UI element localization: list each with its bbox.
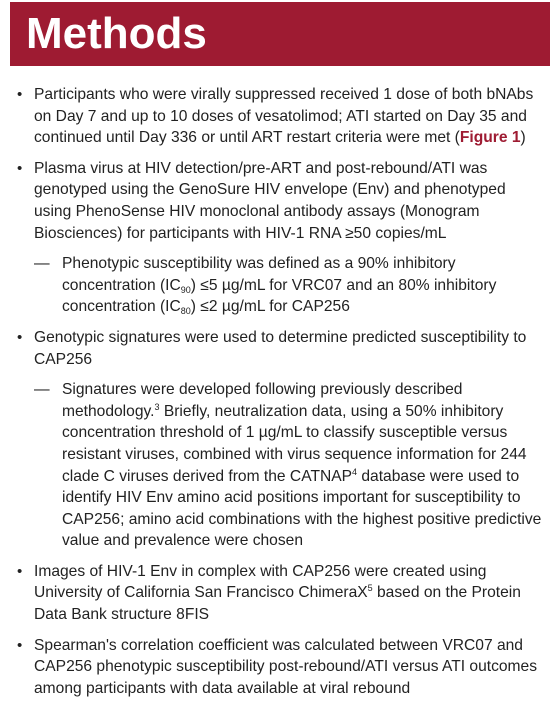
bullet-text: Plasma virus at HIV detection/pre-ART and post-rebound/ATI was genotyped using the GenoSure HIV envelope (Env) and phenotyped using PhenoSense HIV monoclonal antibody assays (Monogram Biosciences) for participants with HIV-1 RNA ≥50 copies/mL bbox=[34, 159, 506, 242]
sub-text: Signatures were developed following previously described methodology. bbox=[62, 381, 463, 420]
bullet-item bbox=[14, 84, 546, 149]
sub-text: ) ≤2 µg/mL for CAP256 bbox=[190, 298, 350, 316]
bullet-dot: • bbox=[17, 159, 23, 177]
bullet-item bbox=[14, 561, 546, 626]
subscript: 80 bbox=[180, 306, 191, 317]
sub-text: Briefly, neutralization data, using a 50% inhibitory concentration threshold of 1 µg/mL to classify susceptible versus resistant viruses, combined with virus sequence information for 244 clade C viruses derived from the CATNAP bbox=[62, 402, 527, 485]
bullet-text: Participants who were virally suppressed received 1 dose of both bNAbs on Day 7 and up to 10 doses of vesatolimod; ATI started on Day 35 and continued until Day 336 or until ART restart criteria were met ( bbox=[34, 86, 534, 147]
reference-superscript: 5 bbox=[367, 583, 373, 594]
sub-text: ) ≤5 µg/mL for VRC07 and an 80% inhibitory concentration (IC bbox=[62, 276, 497, 316]
page-title: Methods bbox=[26, 9, 207, 58]
sub-dash: — bbox=[34, 381, 50, 399]
reference-superscript: 3 bbox=[154, 401, 160, 412]
methods-header bbox=[10, 2, 550, 66]
methods-list bbox=[14, 84, 546, 708]
bullet-text-close: ) bbox=[520, 129, 526, 147]
bullet-item bbox=[14, 158, 546, 244]
sub-item bbox=[14, 253, 546, 318]
sub-dash: — bbox=[34, 255, 50, 273]
sub-text: Phenotypic susceptibility was defined as a 90% inhibitory concentration (IC bbox=[62, 255, 456, 294]
bullet-text: Genotypic signatures were used to determine predicted susceptibility to CAP256 bbox=[34, 328, 527, 368]
bullet-dot: • bbox=[17, 636, 23, 654]
subscript: 90 bbox=[180, 284, 191, 295]
bullet-text: Images of HIV-1 Env in complex with CAP256 were created using University of California San Francisco ChimeraX bbox=[34, 562, 487, 602]
bullet-dot: • bbox=[17, 562, 23, 580]
bullet-text: based on the Protein Data Bank structure 8FIS bbox=[34, 584, 521, 624]
bullet-dot: • bbox=[17, 328, 23, 346]
sub-text: database were used to identify HIV Env amino acid positions important for susceptibility to CAP256; amino acid combinations with the highest positive predictive value and prevalence were chosen bbox=[62, 467, 542, 550]
bullet-item bbox=[14, 327, 546, 370]
figure-link[interactable]: Figure 1 bbox=[459, 129, 521, 147]
bullet-dot: • bbox=[17, 86, 23, 103]
reference-superscript: 4 bbox=[352, 466, 358, 477]
bullet-text: Spearman's correlation coefficient was calculated between VRC07 and CAP256 phenotypic susceptibility post-rebound/ATI versus ATI outcomes among participants with data available at viral rebound bbox=[34, 636, 538, 697]
bullet-item bbox=[14, 635, 546, 700]
sub-item bbox=[14, 379, 546, 552]
